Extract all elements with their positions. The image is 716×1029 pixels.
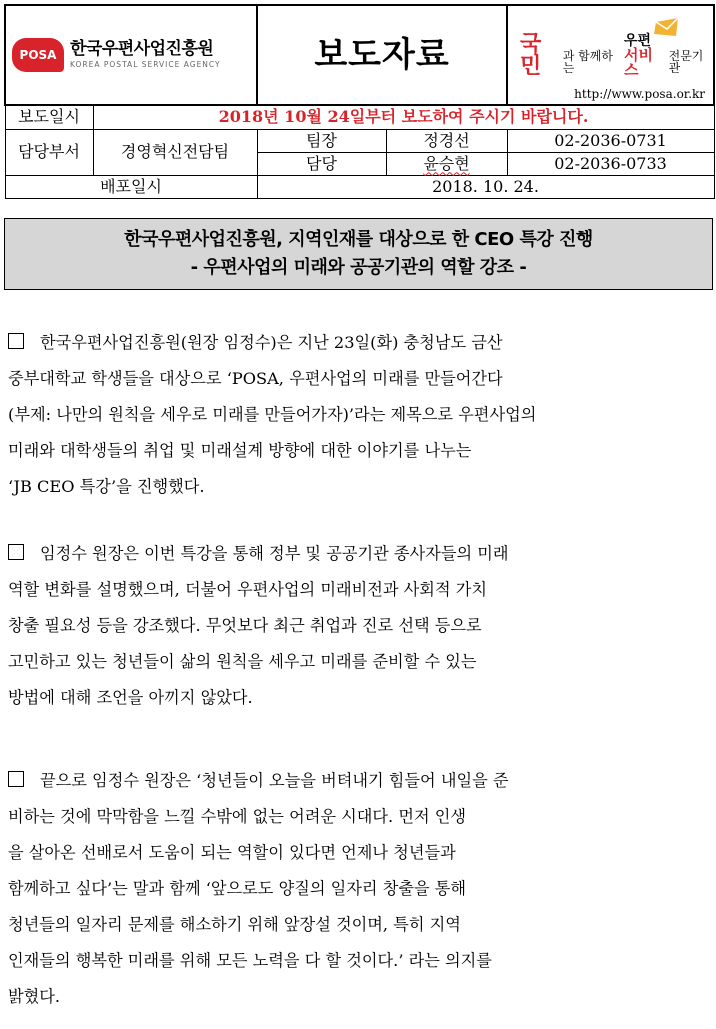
paragraph-line: 함께하고 싶다’는 말과 함께 ‘앞으로도 양질의 일자리 창출을 통해	[8, 879, 467, 898]
body-paragraph-1	[8, 325, 712, 505]
contact-role: 담당	[257, 152, 386, 175]
contact-phone: 02-2036-0733	[507, 152, 714, 175]
paragraph-line: 비하는 것에 막막함을 느낄 수밖에 없는 어려운 시대다. 먼저 인생	[8, 807, 467, 826]
paragraph-line: 고민하고 있는 청년들이 삶의 원칙을 세우고 미래를 준비할 수 있는	[8, 652, 477, 671]
subheadline: - 우편사업의 미래와 공공기관의 역할 강조 -	[190, 257, 527, 278]
distribution-label: 배포일시	[5, 175, 257, 198]
paragraph-line: 중부대학교 학생들을 대상으로 ‘POSA, 우편사업의 미래를 만들어간다	[8, 369, 503, 388]
website-url[interactable]: http://www.posa.or.kr	[574, 87, 706, 101]
paragraph-line: 역할 변화를 설명했으며, 더불어 우편사업의 미래비전과 사회적 가치	[8, 580, 488, 599]
checkbox-bullet-icon	[8, 544, 24, 560]
paragraph-line: 미래와 대학생들의 취업 및 미래설계 방향에 대한 이야기를 나누는	[8, 441, 472, 460]
paragraph-line: ‘JB CEO 특강’을 진행했다.	[8, 477, 205, 496]
release-title-cell	[257, 5, 507, 105]
paragraph-line: 인재들의 행복한 미래를 위해 모든 노력을 다 할 것이다.’ 라는 의지를	[8, 951, 492, 970]
dept-value: 경영혁신전담팀	[93, 129, 257, 175]
paragraph-line: 끝으로 임정수 원장은 ‘청년들이 오늘을 버텨내기 힘들어 내일을 준	[8, 763, 712, 799]
body-paragraph-3	[8, 763, 712, 1015]
paragraph-line: 임정수 원장은 이번 특강을 통해 정부 및 공공기관 종사자들의 미래	[8, 536, 712, 572]
contact-name: 윤승현	[386, 152, 507, 175]
release-date-label: 보도일시	[5, 105, 93, 129]
contact-name: 정경선	[386, 129, 507, 152]
slogan-nation: 국민	[520, 32, 542, 79]
paragraph-line: 한국우편사업진흥원(원장 임정수)은 지난 23일(화) 충청남도 금산	[8, 325, 712, 361]
paragraph-line: 밝혔다.	[8, 987, 61, 1006]
headline: 한국우편사업진흥원, 지역인재를 대상으로 한 CEO 특강 진행	[124, 229, 593, 250]
press-release-header	[4, 4, 713, 201]
slogan	[520, 34, 713, 78]
paragraph-line: 청년들의 일자리 문제를 해소하기 위해 앞장설 것이며, 특히 지역	[8, 915, 461, 934]
checkbox-bullet-icon	[8, 771, 24, 787]
contact-role: 팀장	[257, 129, 386, 152]
slogan-with: 과 함께하는	[562, 49, 613, 75]
checkbox-bullet-icon	[8, 333, 24, 349]
org-name-en: KOREA POSTAL SERVICE AGENCY	[70, 60, 221, 70]
posa-logo-icon: POSA	[12, 38, 64, 72]
dept-label: 담당부서	[5, 129, 93, 175]
paragraph-line: 을 살아온 선배로서 도움이 되는 역할이 있다면 언제나 청년들과	[8, 843, 456, 862]
org-name-ko: 한국우편사업진흥원	[70, 39, 214, 60]
distribution-value: 2018. 10. 24.	[257, 175, 714, 198]
paragraph-line: 창출 필요성 등을 강조했다. 무엇보다 최근 취업과 진로 선택 등으로	[8, 616, 482, 635]
paragraph-line: (부제: 나만의 원칙을 세우로 미래를 만들어가자)’라는 제목으로 우편사업의	[8, 405, 537, 424]
slogan-service: 우편 서비스	[623, 33, 653, 79]
contact-phone: 02-2036-0731	[507, 129, 714, 152]
release-title: 보도자료	[314, 35, 450, 75]
paragraph-line: 방법에 대해 조언을 아끼지 않았다.	[8, 688, 253, 707]
slogan-cell	[507, 5, 714, 105]
release-date-value: 2018년 10월 24일부터 보도하여 주시기 바랍니다.	[93, 105, 714, 129]
headline-box	[4, 218, 713, 290]
agency-logo	[5, 5, 257, 105]
body-paragraph-2	[8, 536, 712, 716]
slogan-expert: 전문기관	[668, 49, 704, 75]
